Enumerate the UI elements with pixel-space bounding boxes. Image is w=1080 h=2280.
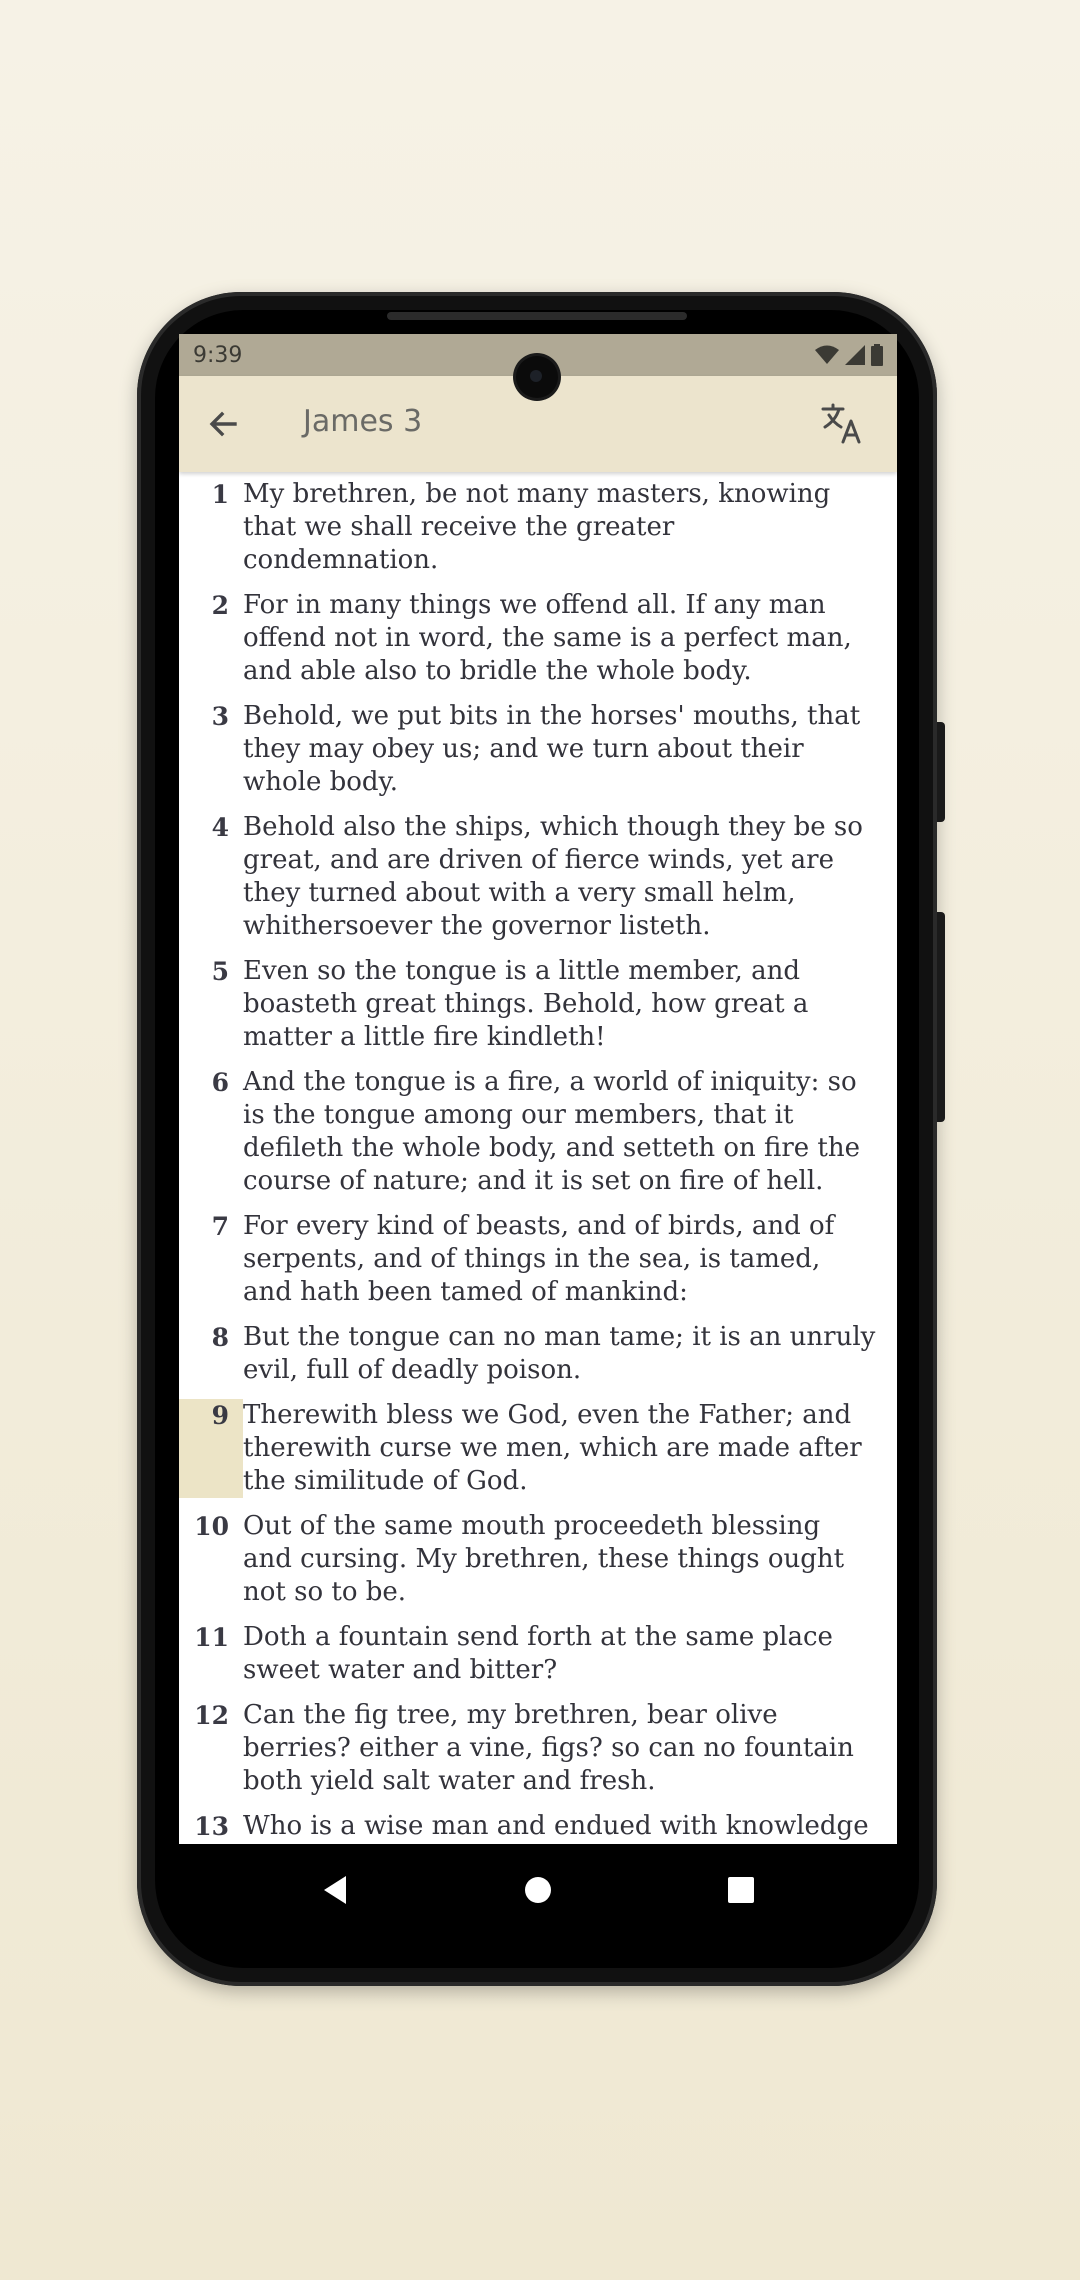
signal-icon [845,345,865,365]
verse-row[interactable] [179,1615,897,1693]
verse-number: 11 [194,1623,229,1652]
back-button[interactable] [201,402,245,446]
verse-row[interactable] [179,1393,897,1504]
verse-number: 1 [211,480,229,509]
verse-number: 3 [211,702,229,731]
verse-text: Who is a wise man and endued with knowledge [243,1811,869,1841]
nav-recents-button[interactable] [719,1868,763,1912]
page-title: James 3 [303,404,423,439]
verse-text: Doth a fountain send forth at the same place sweet water and bitter? [243,1622,833,1685]
volume-button [937,912,945,1122]
nav-recents-icon [719,1868,763,1912]
translate-icon [819,400,867,448]
nav-home-button[interactable] [516,1868,560,1912]
verse-row[interactable] [179,472,897,583]
verse-row[interactable] [179,1060,897,1204]
phone-frame [137,292,937,1986]
verse-text: Out of the same mouth proceedeth blessing and cursing. My brethren, these things ought not so to be. [243,1511,845,1607]
verse-number: 2 [211,591,229,620]
verse-text: For in many things we offend all. If any man offend not in word, the same is a perfect man, and able also to bridle the whole body. [243,590,852,686]
verse-number: 9 [179,1399,243,1498]
verse-number: 6 [211,1068,229,1097]
verse-text: And the tongue is a fire, a world of iniquity: so is the tongue among our members, that it defileth the whole body, and setteth on fire the course of nature; and it is set on fire of hell. [243,1067,860,1196]
screen [179,334,897,1884]
verse-number: 7 [211,1212,229,1241]
verse-number: 8 [211,1323,229,1352]
verse-text: Even so the tongue is a little member, and boasteth great things. Behold, how great a matter a little fire kindleth! [243,956,809,1052]
verse-row[interactable] [179,583,897,694]
verse-number: 4 [211,813,229,842]
verse-text: Behold, we put bits in the horses' mouths, that they may obey us; and we turn about their whole body. [243,701,861,797]
verse-row[interactable] [179,949,897,1060]
verse-number: 12 [194,1701,229,1730]
verse-text: Can the fig tree, my brethren, bear olive berries? either a vine, figs? so can no fountain both yield salt water and fresh. [243,1700,854,1796]
status-time: 9:39 [193,343,243,368]
verse-row[interactable] [179,1204,897,1315]
verse-number: 10 [194,1512,229,1541]
navigation-bar [179,1844,897,1936]
verse-number: 5 [211,957,229,986]
verse-row[interactable] [179,1693,897,1804]
nav-home-icon [516,1868,560,1912]
verse-list[interactable] [179,472,897,1844]
battery-icon [871,344,883,366]
verse-text: Therewith bless we God, even the Father; and therewith curse we men, which are made after the similitude of God. [243,1400,862,1496]
verse-number: 13 [194,1812,229,1841]
verse-text: Behold also the ships, which though they be so great, and are driven of fierce winds, yet are they turned about with a very small helm, whithersoever the governor listeth. [243,812,863,941]
nav-back-icon [314,1868,358,1912]
nav-back-button[interactable] [314,1868,358,1912]
verse-text: My brethren, be not many masters, knowing that we shall receive the greater condemnation. [243,479,831,575]
speaker-slit [387,312,687,320]
front-camera [516,356,558,398]
verse-row[interactable] [179,805,897,949]
verse-text: But the tongue can no man tame; it is an unruly evil, full of deadly poison. [243,1322,876,1385]
back-arrow-icon [201,402,245,446]
verse-row[interactable] [179,694,897,805]
verse-text: For every kind of beasts, and of birds, and of serpents, and of things in the sea, is tamed, and hath been tamed of mankind: [243,1211,835,1307]
verse-row[interactable] [179,1315,897,1393]
status-icons [815,344,883,366]
power-button [937,722,945,822]
translate-button[interactable] [819,400,867,448]
verse-row[interactable] [179,1504,897,1615]
wifi-icon [815,345,839,365]
